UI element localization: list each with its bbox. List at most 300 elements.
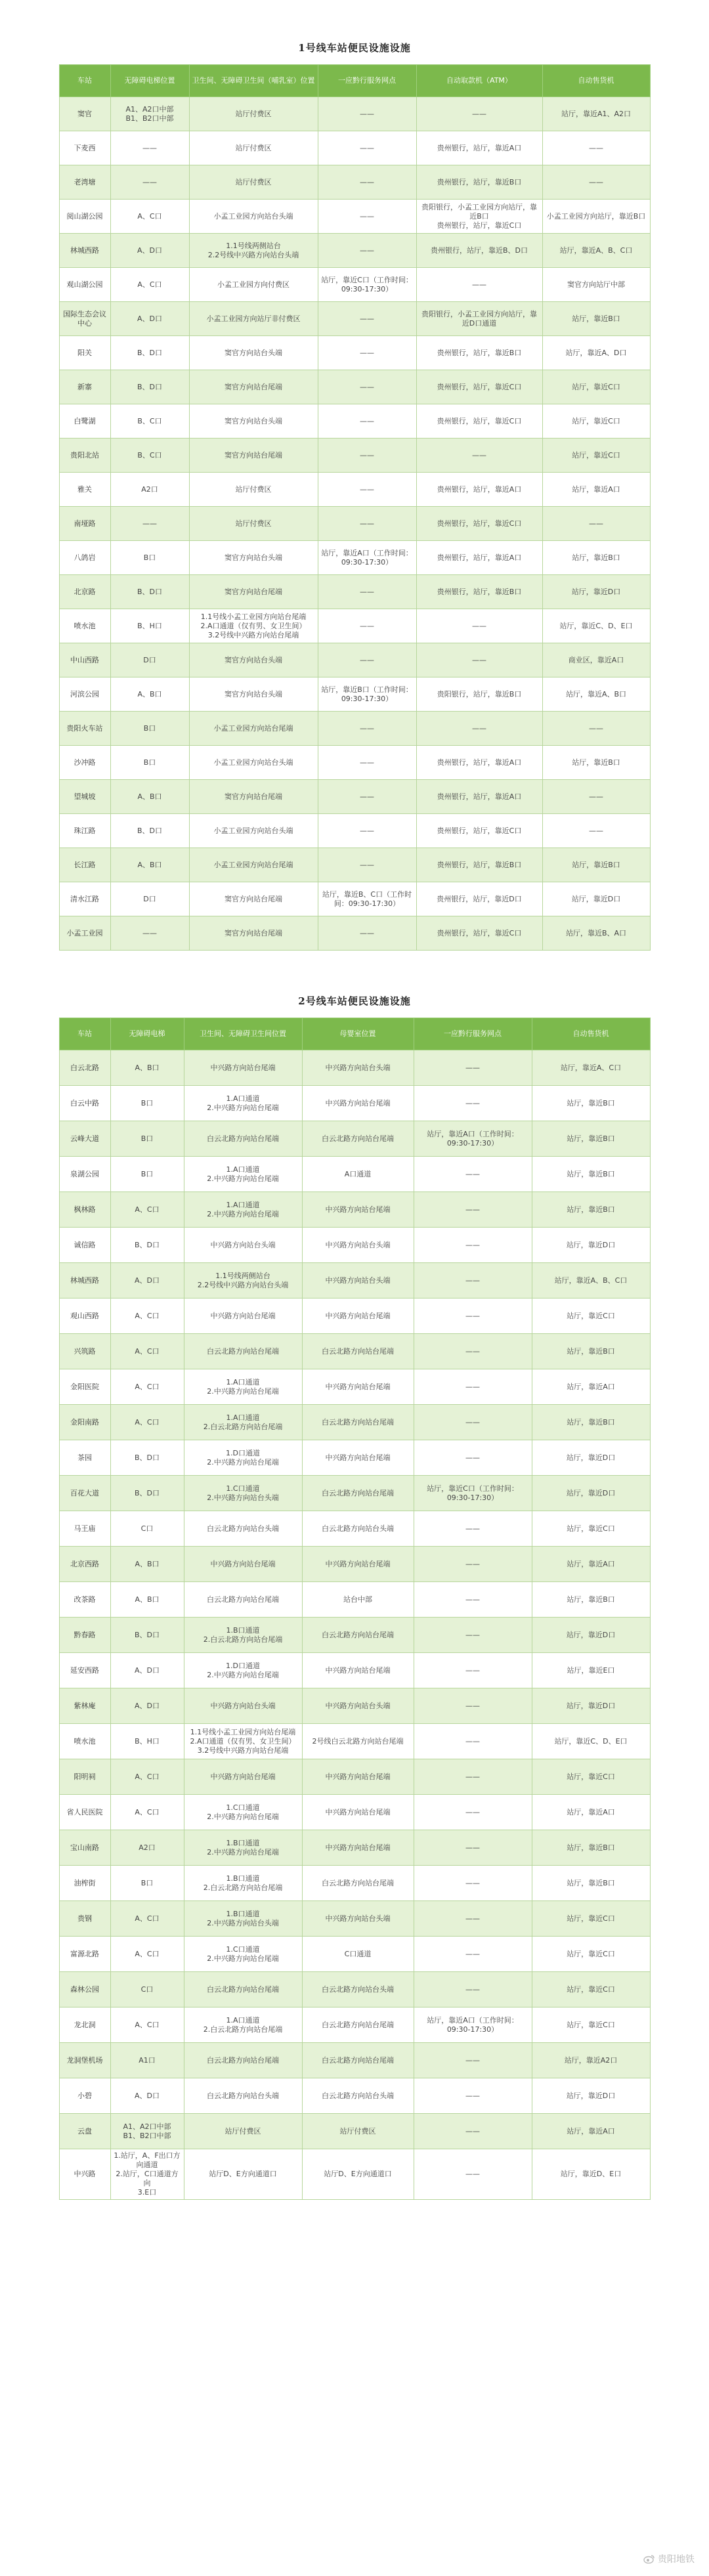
table-row — [59, 97, 650, 131]
table-cell: B、D口 — [110, 1228, 184, 1263]
table-cell: 贵州银行，站厅，靠近C口 — [416, 370, 542, 404]
table-cell: 站厅，靠近A、B、C口 — [542, 234, 650, 268]
table-cell: —— — [318, 200, 416, 234]
table-cell: 站厅，靠近A、C口 — [532, 1050, 650, 1086]
table-cell: 贵阳银行，小孟工业园方向站厅，靠近D口通道 — [416, 302, 542, 336]
watermark-text: 贵阳地铁 — [658, 2554, 695, 2565]
station-name-cell: 南垭路 — [59, 507, 110, 541]
table-cell: 站厅付费区 — [302, 2114, 414, 2149]
table-cell: 小孟工业园方向站台头端 — [189, 814, 318, 848]
station-name-cell: 白云中路 — [59, 1086, 110, 1121]
station-name-cell: 林城西路 — [59, 234, 110, 268]
table-cell: 站厅，靠近B、A口 — [542, 916, 650, 951]
table-row — [59, 746, 650, 780]
table-cell: 站厅，靠近C口 — [532, 1972, 650, 2007]
table-row — [59, 1050, 650, 1086]
table-cell: —— — [318, 439, 416, 473]
table-cell: 贵州银行，站厅，靠近C口 — [416, 404, 542, 439]
column-header: 一应黔行服务网点 — [414, 1018, 532, 1050]
station-name-cell: 老湾塘 — [59, 165, 110, 200]
column-header: 卫生间、无障碍卫生间位置 — [184, 1018, 302, 1050]
column-header: 无障碍电梯位置 — [110, 65, 189, 97]
column-header: 车站 — [59, 65, 110, 97]
table-cell: —— — [542, 165, 650, 200]
table-cell: 白云北路方向站台头端 — [184, 2078, 302, 2114]
table-cell: 白云北路方向站台头端 — [302, 2078, 414, 2114]
table-cell: —— — [416, 268, 542, 302]
table-cell: —— — [416, 439, 542, 473]
station-name-cell: 清水江路 — [59, 882, 110, 916]
table-row — [59, 1582, 650, 1618]
table-cell: 站厅付费区 — [184, 2114, 302, 2149]
table-cell: 1.B口通道 2.中兴路方向站台头端 — [184, 1901, 302, 1937]
table-row — [59, 1121, 650, 1157]
table-cell: B、D口 — [110, 370, 189, 404]
station-name-cell: 延安西路 — [59, 1653, 110, 1688]
table-cell: 中兴路方向站台尾端 — [302, 1440, 414, 1476]
table-cell: 站厅付费区 — [189, 507, 318, 541]
table-cell: —— — [318, 916, 416, 951]
table-cell: —— — [414, 2114, 532, 2149]
table-row — [59, 404, 650, 439]
table-cell: —— — [542, 712, 650, 746]
table-cell: 中兴路方向站台尾端 — [302, 1653, 414, 1688]
station-name-cell: 森林公园 — [59, 1972, 110, 2007]
weibo-icon — [643, 2554, 655, 2564]
station-name-cell: 观山湖公园 — [59, 268, 110, 302]
table-cell: C口 — [110, 1972, 184, 2007]
table-cell: A、C口 — [110, 1759, 184, 1795]
station-name-cell: 国际生态会议中心 — [59, 302, 110, 336]
table-row — [59, 814, 650, 848]
table-row — [59, 2149, 650, 2200]
table-cell: —— — [414, 1582, 532, 1618]
table-cell: 1.D口通道 2.中兴路方向站台尾端 — [184, 1440, 302, 1476]
table-cell: 中兴路方向站台头端 — [184, 1688, 302, 1724]
table-cell: 中兴路方向站台头端 — [302, 1688, 414, 1724]
table-cell: 窦官方向站台头端 — [189, 336, 318, 370]
table-cell: A、D口 — [110, 1653, 184, 1688]
table-cell: —— — [318, 780, 416, 814]
table-cell: —— — [414, 1724, 532, 1759]
table-row — [59, 609, 650, 643]
table-cell: A、C口 — [110, 1937, 184, 1972]
table-cell: 小孟工业园方向站台头端 — [189, 746, 318, 780]
table-cell: A、D口 — [110, 2078, 184, 2114]
table-cell: 站厅，靠近C口 — [532, 1901, 650, 1937]
line2-facility-table — [59, 1018, 651, 2200]
table-cell: 白云北路方向站台头端 — [302, 1972, 414, 2007]
table-cell: 中兴路方向站台头端 — [302, 1263, 414, 1299]
station-name-cell: 小碧 — [59, 2078, 110, 2114]
line1-section — [0, 39, 709, 951]
table-row — [59, 439, 650, 473]
table-cell: 白云北路方向站台尾端 — [184, 1972, 302, 2007]
station-name-cell: 泉湖公园 — [59, 1157, 110, 1192]
table-cell: B口 — [110, 1157, 184, 1192]
table-cell: B、H口 — [110, 1724, 184, 1759]
table-cell: 白云北路方向站台尾端 — [302, 1334, 414, 1369]
station-name-cell: 百花大道 — [59, 1476, 110, 1511]
table-cell: B口 — [110, 746, 189, 780]
column-header: 母婴室位置 — [302, 1018, 414, 1050]
table-cell: A、C口 — [110, 1192, 184, 1228]
table-row — [59, 2007, 650, 2043]
table-cell: 贵州银行，站厅，靠近A口 — [416, 131, 542, 165]
table-row — [59, 165, 650, 200]
station-name-cell: 改茶路 — [59, 1582, 110, 1618]
table-cell: —— — [414, 2043, 532, 2078]
station-name-cell: 河滨公园 — [59, 677, 110, 712]
table-cell: 1.A口通道 2.白云北路方向站台尾端 — [184, 2007, 302, 2043]
table-cell: 2号线白云北路方向站台尾端 — [302, 1724, 414, 1759]
table-cell: 窦官方向站台尾端 — [189, 575, 318, 609]
table-cell: 站厅，靠近C口（工作时间：09:30-17:30） — [414, 1476, 532, 1511]
table-cell: 小孟工业园方向站台尾端 — [189, 712, 318, 746]
table-cell: —— — [414, 1759, 532, 1795]
table-cell: 站厅，靠近A口 — [542, 473, 650, 507]
table-cell: 站厅，靠近B口 — [542, 541, 650, 575]
table-row — [59, 1795, 650, 1830]
table-cell: —— — [414, 1547, 532, 1582]
table-cell: 站厅，靠近C口 — [532, 1937, 650, 1972]
table-cell: B、D口 — [110, 1618, 184, 1653]
station-name-cell: 下麦西 — [59, 131, 110, 165]
table-row — [59, 848, 650, 882]
station-name-cell: 富源北路 — [59, 1937, 110, 1972]
station-name-cell: 望城坡 — [59, 780, 110, 814]
table-cell: —— — [414, 1511, 532, 1547]
table-cell: 站台中部 — [302, 1582, 414, 1618]
table-cell: C口通道 — [302, 1937, 414, 1972]
table-cell: 1.A口通道 2.中兴路方向站台尾端 — [184, 1192, 302, 1228]
table-cell: 中兴路方向站台尾端 — [184, 1759, 302, 1795]
table-cell: —— — [414, 1440, 532, 1476]
table-cell: —— — [414, 1050, 532, 1086]
table-cell: 贵州银行，站厅，靠近B口 — [416, 575, 542, 609]
table-cell: A、C口 — [110, 1299, 184, 1334]
table-row — [59, 473, 650, 507]
table-row — [59, 916, 650, 951]
table-cell: 窦官方向站台尾端 — [189, 882, 318, 916]
table-cell: 1.B口通道 2.中兴路方向站台尾端 — [184, 1830, 302, 1866]
table-cell: 小孟工业园方向站厅非付费区 — [189, 302, 318, 336]
table-cell: 站厅，靠近A、B、C口 — [532, 1263, 650, 1299]
column-header: 自动售货机 — [542, 65, 650, 97]
table-row — [59, 1334, 650, 1369]
table-cell: A、C口 — [110, 1334, 184, 1369]
table-row — [59, 1759, 650, 1795]
station-name-cell: 白鹭湖 — [59, 404, 110, 439]
table-cell: 白云北路方向站台尾端 — [302, 1618, 414, 1653]
table-cell: —— — [318, 370, 416, 404]
station-name-cell: 龙北洞 — [59, 2007, 110, 2043]
table-header-row — [59, 1018, 650, 1050]
station-name-cell: 八鸽岩 — [59, 541, 110, 575]
table-cell: B、D口 — [110, 814, 189, 848]
table-row — [59, 234, 650, 268]
table-cell: 贵阳银行，站厅，靠近B口 — [416, 677, 542, 712]
table-row — [59, 1405, 650, 1440]
table-cell: 窦官方向站台头端 — [189, 404, 318, 439]
table-cell: 白云北路方向站台尾端 — [184, 1334, 302, 1369]
station-name-cell: 茶园 — [59, 1440, 110, 1476]
table-cell: 白云北路方向站台尾端 — [184, 2043, 302, 2078]
table-row — [59, 1972, 650, 2007]
table-cell: 站厅，靠近D口 — [532, 1440, 650, 1476]
table-cell: 1.A口通道 2.中兴路方向站台尾端 — [184, 1369, 302, 1405]
table-cell: —— — [318, 234, 416, 268]
table-cell: 贵州银行，站厅，靠近B口 — [416, 165, 542, 200]
table-cell: —— — [416, 609, 542, 643]
table-cell: —— — [414, 1334, 532, 1369]
table-cell: 1.D口通道 2.中兴路方向站台尾端 — [184, 1653, 302, 1688]
table-cell: 中兴路方向站台头端 — [302, 1050, 414, 1086]
table-cell: 站厅，靠近C、D、E口 — [532, 1724, 650, 1759]
station-name-cell: 沙冲路 — [59, 746, 110, 780]
table-cell: 1.1号线两侧站台 2.2号线中兴路方向站台头端 — [184, 1263, 302, 1299]
table-cell: —— — [416, 712, 542, 746]
table-cell: —— — [414, 1653, 532, 1688]
table-row — [59, 643, 650, 677]
table-cell: 中兴路方向站台尾端 — [184, 1299, 302, 1334]
table-cell: 中兴路方向站台头端 — [302, 1901, 414, 1937]
table-cell: —— — [414, 1901, 532, 1937]
table-cell: 站厅，靠近C口 — [532, 1759, 650, 1795]
line2-section — [0, 993, 709, 2200]
table-cell: 贵州银行，站厅，靠近B口 — [416, 848, 542, 882]
table-row — [59, 1086, 650, 1121]
table-cell: —— — [416, 643, 542, 677]
table-cell: 窦官方向站台尾端 — [189, 916, 318, 951]
table-cell: A、B口 — [110, 1547, 184, 1582]
table-row — [59, 131, 650, 165]
station-name-cell: 喷水池 — [59, 609, 110, 643]
table-cell: —— — [414, 1618, 532, 1653]
table-cell: 窦官方向站台头端 — [189, 541, 318, 575]
table-cell: 贵州银行，站厅，靠近B口 — [416, 336, 542, 370]
table-cell: 小孟工业园方向付费区 — [189, 268, 318, 302]
table-cell: —— — [414, 1405, 532, 1440]
table-cell: A、C口 — [110, 1901, 184, 1937]
table-cell: 站厅，靠近A、D口 — [542, 336, 650, 370]
table-cell: B、D口 — [110, 1440, 184, 1476]
table-row — [59, 1299, 650, 1334]
table-cell: 站厅，靠近B口 — [532, 1405, 650, 1440]
column-header: 卫生间、无障碍卫生间（哺乳室）位置 — [189, 65, 318, 97]
table-cell: 1.A口通道 2.中兴路方向站台尾端 — [184, 1086, 302, 1121]
table-cell: 站厅，靠近A口（工作时间：09:30-17:30） — [414, 2007, 532, 2043]
station-name-cell: 观山西路 — [59, 1299, 110, 1334]
table-cell: 站厅，靠近B口 — [542, 302, 650, 336]
table-cell: 站厅，靠近B口 — [542, 746, 650, 780]
station-name-cell: 中山西路 — [59, 643, 110, 677]
table-cell: 贵州银行，站厅，靠近B、D口 — [416, 234, 542, 268]
station-name-cell: 雅关 — [59, 473, 110, 507]
table-row — [59, 1228, 650, 1263]
table-cell: 白云北路方向站台头端 — [184, 1511, 302, 1547]
table-row — [59, 268, 650, 302]
table-cell: —— — [414, 2149, 532, 2200]
table-cell: 白云北路方向站台尾端 — [302, 2043, 414, 2078]
table-cell: —— — [414, 1972, 532, 2007]
station-name-cell: 枫林路 — [59, 1192, 110, 1228]
table-cell: A2口 — [110, 1830, 184, 1866]
table-cell: —— — [318, 165, 416, 200]
watermark — [643, 2552, 695, 2565]
table-cell: 1.1号线两侧站台 2.2号线中兴路方向站台头端 — [189, 234, 318, 268]
table-row — [59, 2043, 650, 2078]
table-cell: 站厅付费区 — [189, 131, 318, 165]
table-row — [59, 1263, 650, 1299]
table-cell: —— — [318, 575, 416, 609]
table-cell: 站厅，靠近D口 — [532, 1476, 650, 1511]
station-name-cell: 贵阳北站 — [59, 439, 110, 473]
table-cell: —— — [414, 1299, 532, 1334]
table-cell: 贵州银行，站厅，靠近A口 — [416, 746, 542, 780]
column-header: 一应黔行服务网点 — [318, 65, 416, 97]
table-cell: 1.A口通道 2.中兴路方向站台尾端 — [184, 1157, 302, 1192]
column-header: 自动取款机（ATM） — [416, 65, 542, 97]
table-cell: 窦官方向站台头端 — [189, 677, 318, 712]
table-row — [59, 1688, 650, 1724]
table-cell: 站厅，靠近B口 — [532, 1086, 650, 1121]
station-name-cell: 龙洞堡机场 — [59, 2043, 110, 2078]
table-cell: —— — [318, 507, 416, 541]
table-cell: 中兴路方向站台尾端 — [302, 1299, 414, 1334]
table-cell: 站厅，靠近B口 — [532, 1157, 650, 1192]
table-cell: 站厅，靠近C口 — [532, 2007, 650, 2043]
table-cell: 中兴路方向站台尾端 — [184, 1547, 302, 1582]
table-cell: 中兴路方向站台尾端 — [302, 1759, 414, 1795]
table-row — [59, 1511, 650, 1547]
table-cell: —— — [414, 1228, 532, 1263]
line1-title: 1号线车站便民设施设施 — [298, 42, 411, 54]
table-cell: —— — [414, 1263, 532, 1299]
table-cell: —— — [414, 1830, 532, 1866]
table-cell: A1口 — [110, 2043, 184, 2078]
table-cell: —— — [318, 746, 416, 780]
table-cell: 小孟工业园方向站台头端 — [189, 200, 318, 234]
table-cell: 站厅，靠近B口 — [542, 848, 650, 882]
table-row — [59, 1618, 650, 1653]
table-cell: 白云北路方向站台头端 — [302, 1511, 414, 1547]
table-cell: 站厅，靠近B口 — [532, 1334, 650, 1369]
table-cell: B口 — [110, 1866, 184, 1901]
station-name-cell: 贵钢 — [59, 1901, 110, 1937]
station-name-cell: 金阳医院 — [59, 1369, 110, 1405]
table-cell: —— — [318, 643, 416, 677]
table-row — [59, 1653, 650, 1688]
table-cell: A1、A2口中部 B1、B2口中部 — [110, 2114, 184, 2149]
station-name-cell: 黔春路 — [59, 1618, 110, 1653]
table-cell: 站厅，靠近D、E口 — [532, 2149, 650, 2200]
table-cell: A、B口 — [110, 848, 189, 882]
table-row — [59, 1937, 650, 1972]
table-cell: —— — [414, 2078, 532, 2114]
station-name-cell: 林城西路 — [59, 1263, 110, 1299]
table-cell: —— — [318, 848, 416, 882]
table-cell: 中兴路方向站台头端 — [302, 1228, 414, 1263]
table-cell: 站厅，靠近C口 — [542, 370, 650, 404]
table-cell: —— — [542, 507, 650, 541]
table-cell: —— — [318, 131, 416, 165]
table-cell: 站厅，靠近D口 — [532, 2078, 650, 2114]
table-cell: A、D口 — [110, 1688, 184, 1724]
table-cell: 商业区，靠近A口 — [542, 643, 650, 677]
table-cell: 站厅付费区 — [189, 473, 318, 507]
table-cell: 贵阳银行，小孟工业园方向站厅，靠近B口 贵州银行，站厅，靠近C口 — [416, 200, 542, 234]
station-name-cell: 贵阳火车站 — [59, 712, 110, 746]
table-cell: 站厅，靠近B、C口（工作时间：09:30-17:30） — [318, 882, 416, 916]
table-cell: 1.1号线小孟工业园方向站台尾端 2.A口通道（仅有男、女卫生间） 3.2号线中兴路方向站台尾端 — [184, 1724, 302, 1759]
table-cell: 窦官方向站台头端 — [189, 643, 318, 677]
table-cell: 1.站厅，A、F出口方向通道 2.站厅，C口通道方向 3.E口 — [110, 2149, 184, 2200]
table-cell: A、D口 — [110, 302, 189, 336]
table-cell: 中兴路方向站台尾端 — [302, 1795, 414, 1830]
table-cell: 贵州银行，站厅，靠近A口 — [416, 541, 542, 575]
table-cell: 1.B口通道 2.白云北路方向站台尾端 — [184, 1618, 302, 1653]
table-cell: 站厅，靠近C口 — [532, 1299, 650, 1334]
table-row — [59, 200, 650, 234]
table-row — [59, 575, 650, 609]
station-name-cell: 喷水池 — [59, 1724, 110, 1759]
table-cell: —— — [542, 814, 650, 848]
table-row — [59, 780, 650, 814]
table-cell: 中兴路方向站台尾端 — [302, 1369, 414, 1405]
table-row — [59, 1440, 650, 1476]
table-cell: 站厅，靠近B口 — [532, 1582, 650, 1618]
station-name-cell: 兴筑路 — [59, 1334, 110, 1369]
table-cell: 站厅，靠近C口（工作时间：09:30-17:30） — [318, 268, 416, 302]
table-cell: A、B口 — [110, 677, 189, 712]
station-name-cell: 阳明祠 — [59, 1759, 110, 1795]
table-cell: A、B口 — [110, 780, 189, 814]
table-cell: 站厅，靠近D口 — [542, 882, 650, 916]
table-cell: A、C口 — [110, 1795, 184, 1830]
table-row — [59, 712, 650, 746]
station-name-cell: 北京路 — [59, 575, 110, 609]
table-cell: B、H口 — [110, 609, 189, 643]
table-cell: —— — [414, 1157, 532, 1192]
table-cell: 中兴路方向站台尾端 — [184, 1050, 302, 1086]
table-cell: 中兴路方向站台尾端 — [302, 1192, 414, 1228]
station-name-cell: 云盘 — [59, 2114, 110, 2149]
table-cell: 1.C口通道 2.中兴路方向站台头端 — [184, 1476, 302, 1511]
table-cell: B口 — [110, 1086, 184, 1121]
table-row — [59, 1547, 650, 1582]
table-row — [59, 1866, 650, 1901]
table-cell: 中兴路方向站台尾端 — [302, 1547, 414, 1582]
table-cell: 站厅，靠近D口 — [532, 1688, 650, 1724]
table-cell: 站厅，靠近D口 — [542, 575, 650, 609]
table-cell: 站厅付费区 — [189, 97, 318, 131]
table-row — [59, 1157, 650, 1192]
table-cell: —— — [414, 1192, 532, 1228]
table-cell: —— — [318, 404, 416, 439]
table-cell: B、D口 — [110, 575, 189, 609]
table-row — [59, 370, 650, 404]
table-cell: —— — [542, 131, 650, 165]
table-cell: 站厅，靠近C口 — [542, 439, 650, 473]
table-cell: 站厅，靠近D口 — [532, 1228, 650, 1263]
table-cell: B、C口 — [110, 439, 189, 473]
table-row — [59, 2078, 650, 2114]
station-name-cell: 金阳南路 — [59, 1405, 110, 1440]
table-cell: 白云北路方向站台尾端 — [302, 1476, 414, 1511]
table-cell: —— — [416, 97, 542, 131]
table-cell: 白云北路方向站台尾端 — [302, 2007, 414, 2043]
